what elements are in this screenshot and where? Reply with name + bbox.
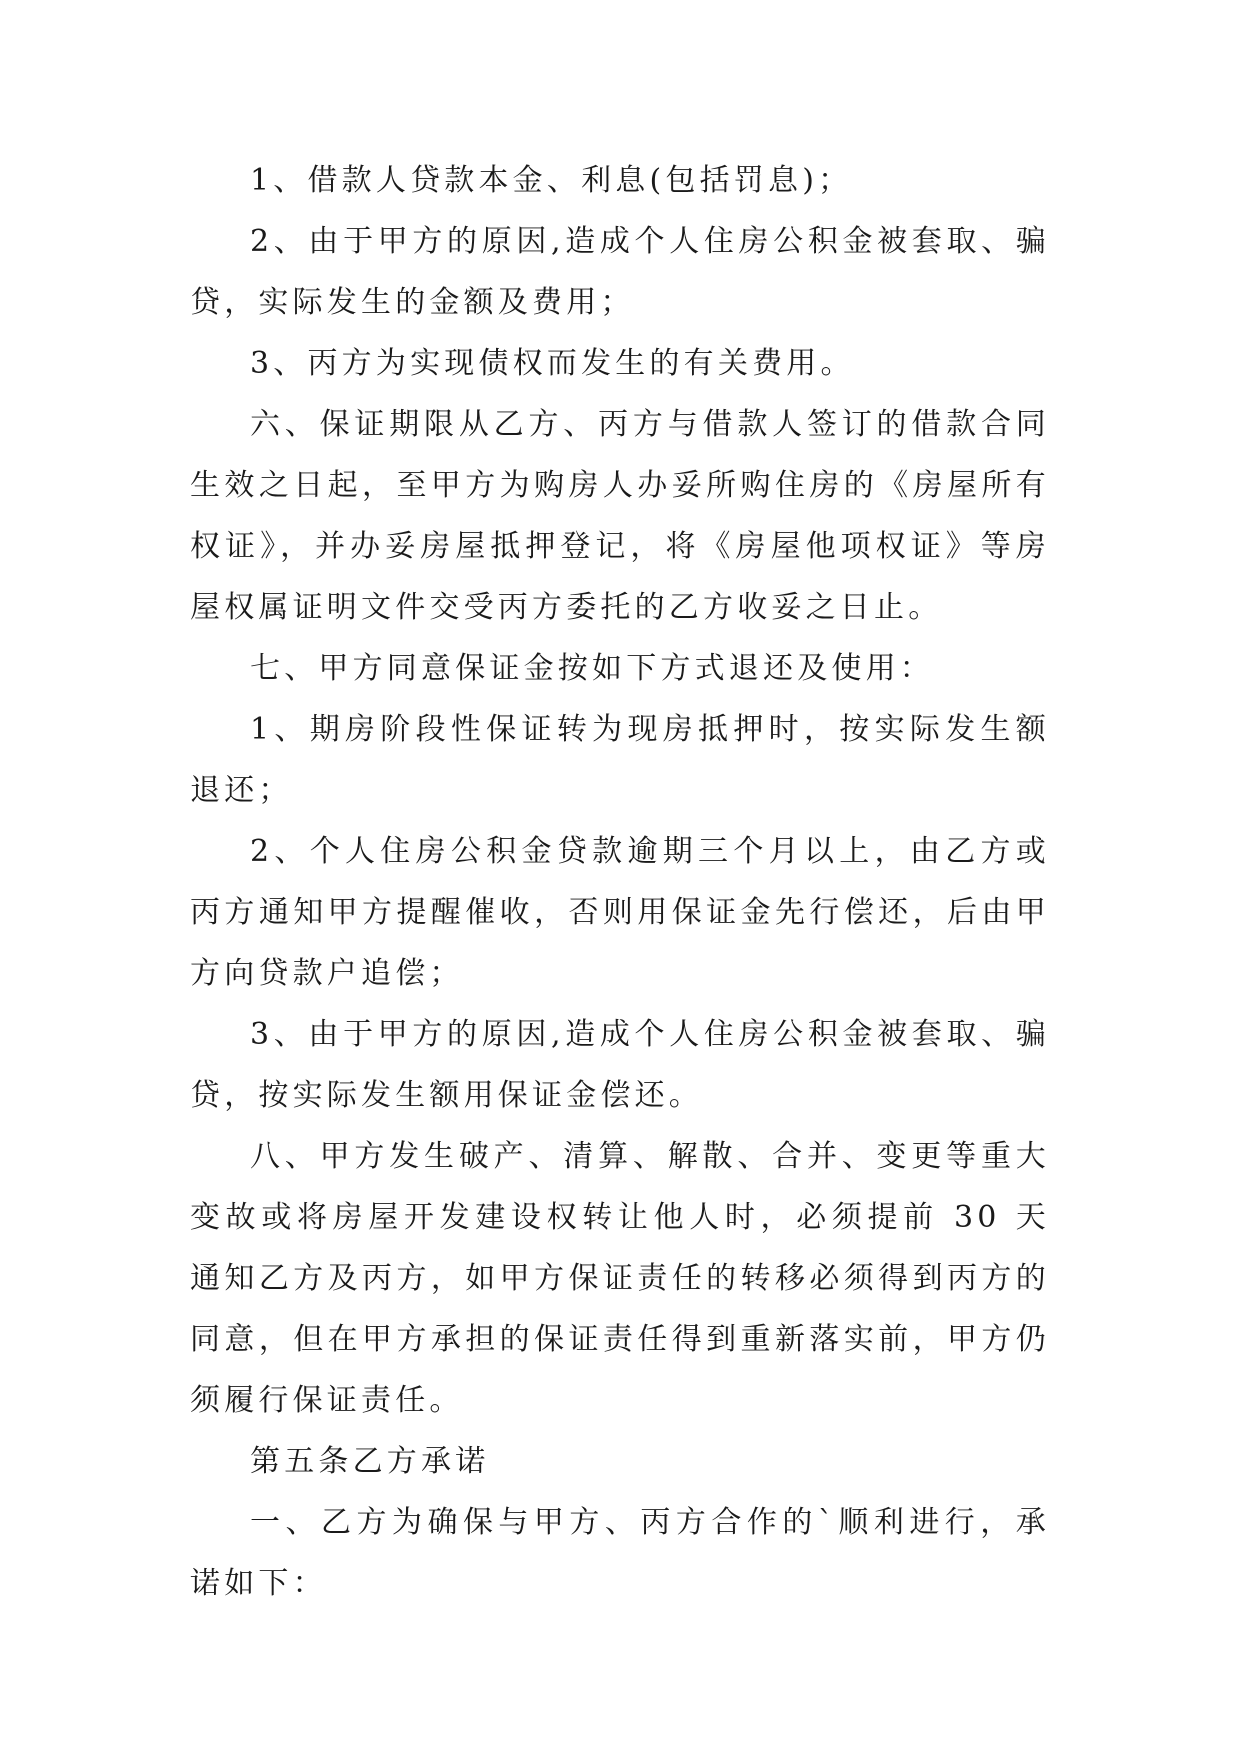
paragraph-6: 1、期房阶段性保证转为现房抵押时，按实际发生额退还； (190, 712, 1050, 808)
paragraph-9: 八、甲方发生破产、清算、解散、合并、变更等重大变故或将房屋开发建设权转让他人时，必须提前 30 天通知乙方及丙方，如甲方保证责任的转移必须得到丙方的同意，但在甲方承担的保证责任得到重新落实前，甲方仍须履行保证责任。 (190, 1139, 1050, 1418)
paragraph-8: 3、由于甲方的原因,造成个人住房公积金被套取、骗贷，按实际发生额用保证金偿还。 (190, 1017, 1050, 1113)
document-body (190, 150, 1050, 1614)
paragraph-4: 六、保证期限从乙方、丙方与借款人签订的借款合同生效之日起，至甲方为购房人办妥所购住房的《房屋所有权证》，并办妥房屋抵押登记，将《房屋他项权证》等房屋权属证明文件交受丙方委托的乙方收妥之日止。 (190, 407, 1050, 625)
paragraph-5: 七、甲方同意保证金按如下方式退还及使用： (250, 651, 934, 686)
section-heading: 第五条乙方承诺 (250, 1444, 490, 1479)
paragraph-3: 3、丙方为实现债权而发生的有关费用。 (250, 346, 855, 381)
paragraph-2: 2、由于甲方的原因,造成个人住房公积金被套取、骗贷，实际发生的金额及费用； (190, 224, 1050, 320)
paragraph-7: 2、个人住房公积金贷款逾期三个月以上，由乙方或丙方通知甲方提醒催收，否则用保证金先行偿还，后由甲方向贷款户追偿； (190, 834, 1050, 991)
paragraph-11: 一、乙方为确保与甲方、丙方合作的`顺利进行，承诺如下： (190, 1505, 1050, 1601)
paragraph-1: 1、借款人贷款本金、利息(包括罚息)； (250, 163, 853, 198)
